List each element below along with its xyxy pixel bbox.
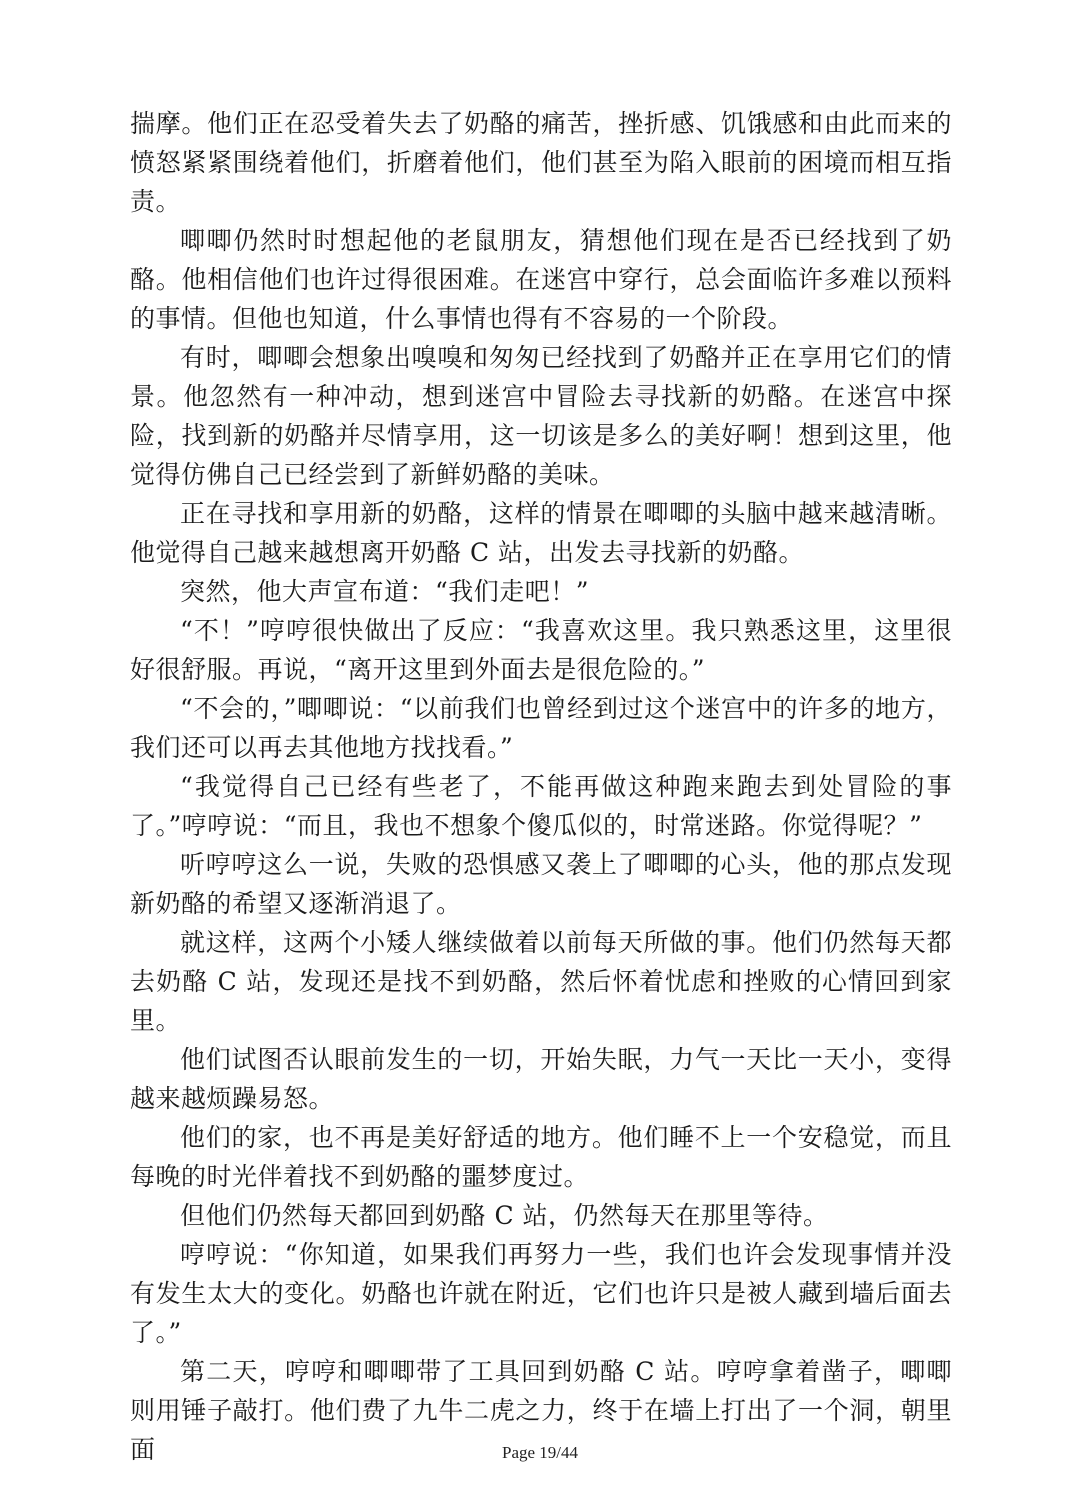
paragraph: “不会的，”唧唧说：“以前我们也曾经到过这个迷宫中的许多的地方，我们还可以再去其他地方找找看。” [130,694,952,762]
paragraph: 有时，唧唧会想象出嗅嗅和匆匆已经找到了奶酪并正在享用它们的情景。他忽然有一种冲动，想到迷宫中冒险去寻找新的奶酪。在迷宫中探险，找到新的奶酪并尽情享用，这一切该是多么的美好啊！想到这里，他觉得仿佛自己已经尝到了新鲜奶酪的美味。 [130,343,952,489]
paragraph: 突然，他大声宣布道：“我们走吧！” [180,577,590,606]
paragraph: “我觉得自己已经有些老了，不能再做这种跑来跑去到处冒险的事了。”哼哼说：“而且，我也不想象个傻瓜似的，时常迷路。你觉得呢？” [130,772,952,840]
paragraph: 但他们仍然每天都回到奶酪 C 站，仍然每天在那里等待。 [180,1201,829,1230]
page-number: Page 19/44 [501,1443,579,1462]
paragraph: 他们的家，也不再是美好舒适的地方。他们睡不上一个安稳觉，而且每晚的时光伴着找不到奶酪的噩梦度过。 [130,1123,952,1191]
paragraph: “不！”哼哼很快做出了反应：“我喜欢这里。我只熟悉这里，这里很好很舒服。再说，“离开这里到外面去是很危险的。” [130,616,952,684]
paragraph: 正在寻找和享用新的奶酪，这样的情景在唧唧的头脑中越来越清晰。他觉得自己越来越想离开奶酪 C 站，出发去寻找新的奶酪。 [130,499,952,567]
paragraph: 就这样，这两个小矮人继续做着以前每天所做的事。他们仍然每天都去奶酪 C 站，发现还是找不到奶酪，然后怀着忧虑和挫败的心情回到家里。 [130,928,952,1035]
paragraph: 唧唧仍然时时想起他的老鼠朋友，猜想他们现在是否已经找到了奶酪。他相信他们也许过得很困难。在迷宫中穿行，总会面临许多难以预料的事情。但他也知道，什么事情也得有不容易的一个阶段。 [130,226,952,333]
body-text [130,104,952,1469]
paragraph: 他们试图否认眼前发生的一切，开始失眠，力气一天比一天小，变得越来越烦躁易怒。 [130,1045,952,1113]
paragraph: 听哼哼这么一说，失败的恐惧感又袭上了唧唧的心头，他的那点发现新奶酪的希望又逐渐消退了。 [130,850,952,918]
paragraph: 哼哼说：“你知道，如果我们再努力一些，我们也许会发现事情并没有发生太大的变化。奶酪也许就在附近，它们也许只是被人藏到墙后面去了。” [130,1240,952,1347]
paragraph: 揣摩。他们正在忍受着失去了奶酪的痛苦，挫折感、饥饿感和由此而来的愤怒紧紧围绕着他们，折磨着他们，他们甚至为陷入眼前的困境而相互指责。 [130,109,952,216]
paragraph: 第二天，哼哼和唧唧带了工具回到奶酪 C 站。哼哼拿着凿子，唧唧则用锤子敲打。他们费了九牛二虎之力，终于在墙上打出了一个洞，朝里面 [130,1357,952,1464]
